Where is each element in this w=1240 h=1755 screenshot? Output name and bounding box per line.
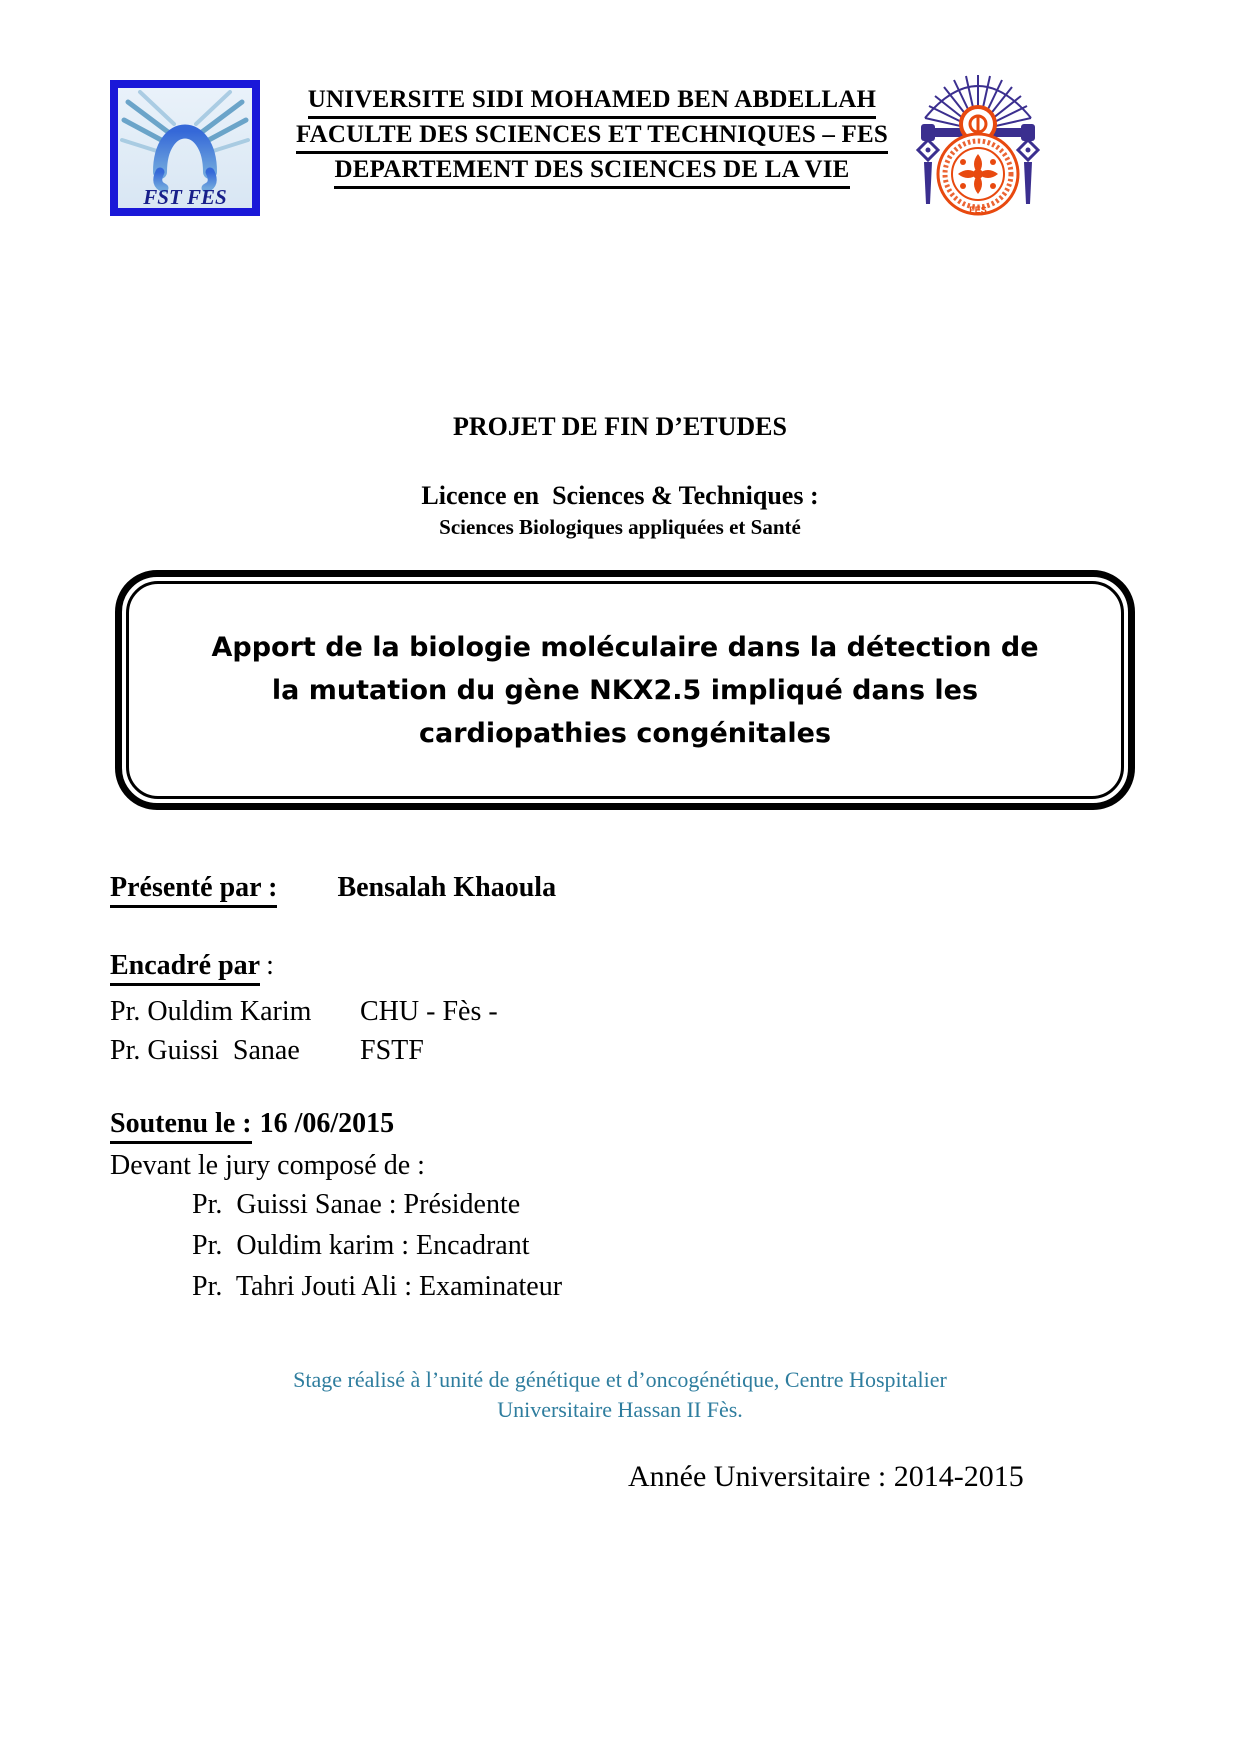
defense-date: 16 /06/2015	[259, 1108, 395, 1139]
thesis-title-line-3: cardiopathies congénitales	[418, 718, 832, 749]
presented-by-label: Présenté par :	[110, 872, 277, 908]
thesis-title-line-1: Apport de la biologie moléculaire dans la détection de	[211, 632, 1039, 663]
supervisor-row	[110, 992, 498, 1031]
defense-date-row	[110, 1108, 394, 1140]
specialty-line: Sciences Biologiques appliquées et Santé	[439, 515, 801, 539]
academic-year: Année Universitaire : 2014-2015	[628, 1460, 1024, 1493]
supervisor-name: Pr. Ouldim Karim	[110, 996, 312, 1027]
usmba-seal-caption: FES	[969, 205, 987, 215]
usmba-seal-logo	[915, 72, 1041, 218]
internship-note-line-2: Universitaire Hassan II Fès.	[497, 1397, 743, 1422]
jury-member: Pr. Tahri Jouti Ali : Examinateur	[192, 1271, 563, 1302]
thesis-title-box	[115, 570, 1135, 810]
supervisor-affiliation: FSTF	[360, 1035, 424, 1066]
defense-date-label: Soutenu le :	[110, 1108, 252, 1144]
jury-list	[192, 1184, 562, 1307]
fst-fes-logo	[110, 80, 260, 216]
supervisor-row	[110, 1031, 498, 1070]
supervised-by-colon: :	[266, 950, 274, 981]
usmba-seal-graphic	[915, 72, 1041, 218]
faculty-name: FACULTE DES SCIENCES ET TECHNIQUES – FES	[296, 119, 888, 154]
supervisor-name: Pr. Guissi Sanae	[110, 1035, 300, 1066]
degree-line: Licence en Sciences & Techniques :	[421, 481, 819, 510]
thesis-title-box-inner	[126, 581, 1124, 799]
department-name: DEPARTEMENT DES SCIENCES DE LA VIE	[334, 154, 849, 189]
university-name: UNIVERSITE SIDI MOHAMED BEN ABDELLAH	[308, 84, 876, 119]
internship-note-line-1: Stage réalisé à l’unité de génétique et d’oncogénétique, Centre Hospitalier	[293, 1367, 947, 1392]
student-name: Bensalah Khaoula	[337, 872, 557, 903]
thesis-title-line-2: la mutation du gène NKX2.5 impliqué dans les	[271, 675, 979, 706]
jury-member: Pr. Guissi Sanae : Présidente	[192, 1189, 521, 1220]
supervised-by-row	[110, 950, 274, 982]
internship-note	[0, 1365, 1240, 1425]
fst-fes-logo-graphic	[110, 80, 260, 216]
fst-fes-logo-caption: FST FES	[143, 185, 227, 209]
university-header	[272, 84, 912, 189]
jury-intro: Devant le jury composé de :	[110, 1150, 425, 1181]
pfe-heading: PROJET DE FIN D’ETUDES	[453, 412, 787, 441]
presented-by-row	[110, 872, 556, 904]
jury-member: Pr. Ouldim karim : Encadrant	[192, 1230, 530, 1261]
supervisor-affiliation: CHU - Fès -	[360, 996, 498, 1027]
supervised-by-label: Encadré par	[110, 950, 260, 986]
supervisors-list	[110, 992, 498, 1070]
